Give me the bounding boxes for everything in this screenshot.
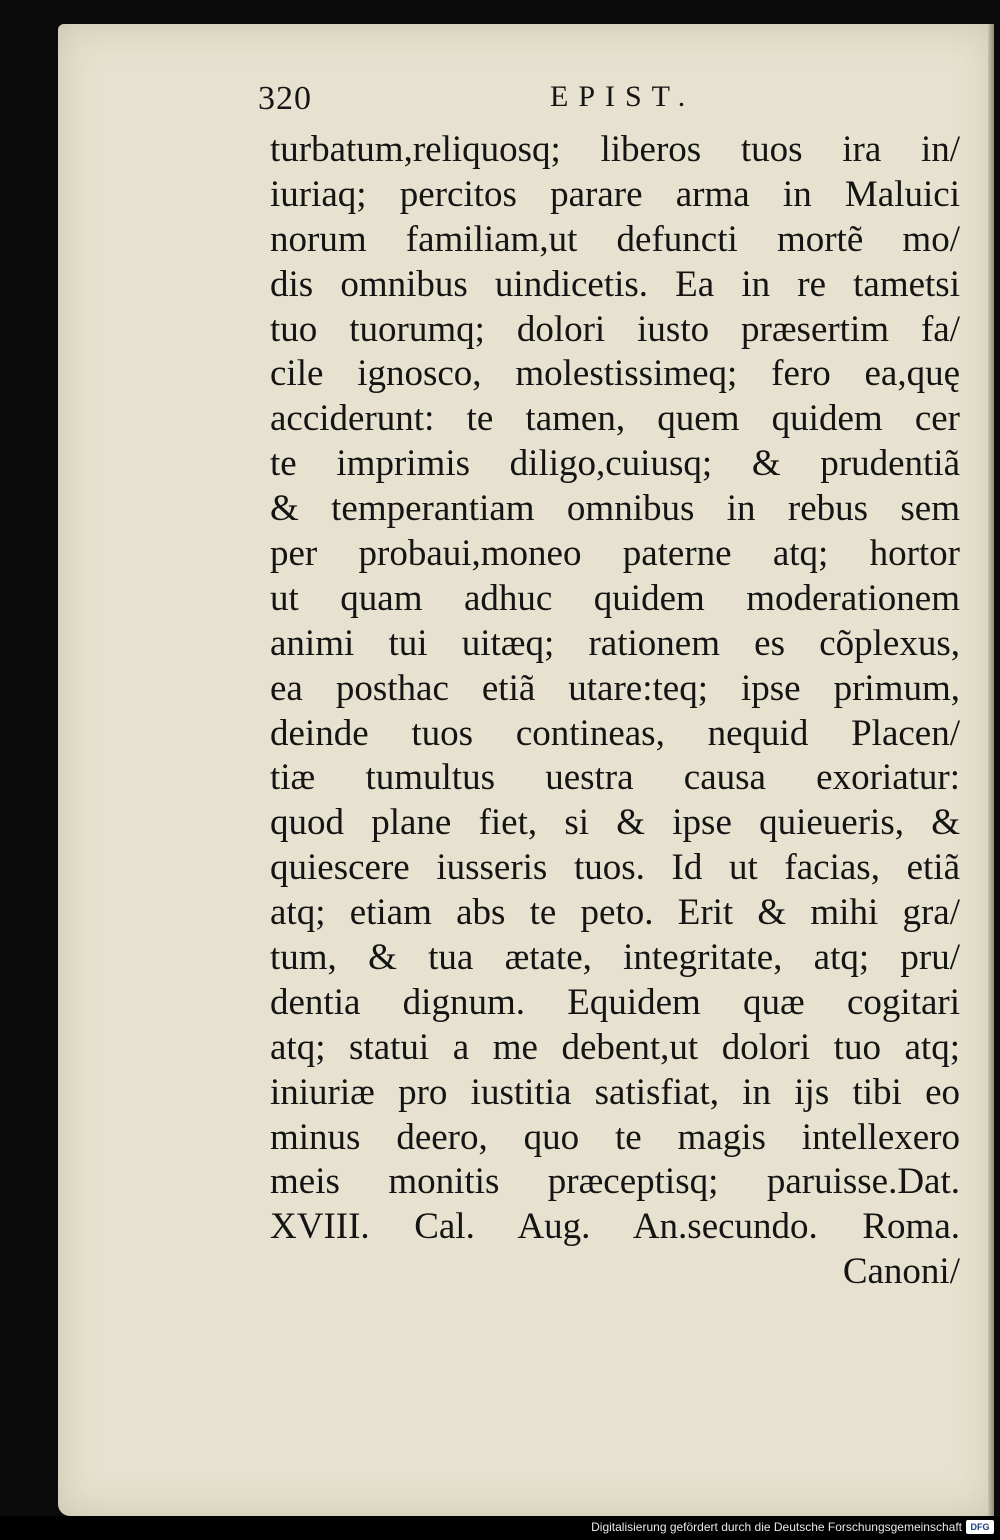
- text-line: & temperantiam omnibus in rebus sem: [270, 488, 960, 530]
- text-line: iuriaq; percitos parare arma in Maluici: [270, 173, 960, 215]
- page-edge: [988, 24, 994, 1516]
- funding-credit: Digitalisierung gefördert durch die Deutsche Forschungsgemeinschaft: [591, 1520, 962, 1534]
- page-header: [258, 80, 778, 124]
- text-line: minus deero, quo te magis intellexero: [270, 1116, 960, 1158]
- text-line: deinde tuos contineas, nequid Placen/: [270, 712, 960, 754]
- book-page: [58, 24, 994, 1516]
- text-line: cile ignosco, molestissimeq; fero ea,quę: [270, 353, 960, 395]
- text-line: acciderunt: te tamen, quem quidem cer: [270, 398, 960, 440]
- text-line: tuo tuorumq; dolori iusto præsertim fa/: [270, 308, 960, 350]
- text-line: te imprimis diligo,cuiusq; & prudentiã: [270, 443, 960, 485]
- text-line: turbatum,reliquosq; liberos tuos ira in/: [270, 129, 960, 170]
- dfg-logo-icon: DFG: [966, 1520, 994, 1534]
- text-line: per probaui,moneo paterne atq; hortor: [270, 533, 960, 575]
- text-line: meis monitis præceptisq; paruisse.Dat.: [270, 1161, 960, 1203]
- text-line: ea posthac etiã utare:teq; ipse primum,: [270, 667, 960, 709]
- text-line: dentia dignum. Equidem quæ cogitari: [270, 981, 960, 1023]
- text-line: atq; statui a me debent,ut dolori tuo atq;: [270, 1026, 960, 1068]
- text-line: XVIII. Cal. Aug. An.secundo. Roma.: [270, 1206, 960, 1248]
- text-line: quiescere iusseris tuos. Id ut facias, etiã: [270, 847, 960, 889]
- text-line: norum familiam,ut defuncti mortẽ mo/: [270, 218, 960, 260]
- text-line: iniuriæ pro iustitia satisfiat, in ijs tibi eo: [270, 1071, 960, 1113]
- catchword: Canoni/: [842, 1251, 960, 1293]
- footer-bar: [0, 1516, 1000, 1540]
- running-head: EPIST.: [550, 80, 696, 113]
- text-line: animi tui uitæq; rationem es cõplexus,: [270, 622, 960, 664]
- page-number: 320: [258, 80, 312, 117]
- text-line: ut quam adhuc quidem moderationem: [270, 577, 960, 619]
- letter-text: [270, 128, 960, 1295]
- text-line: dis omnibus uindicetis. Ea in re tametsi: [270, 263, 960, 305]
- text-line: quod plane fiet, si & ipse quieueris, &: [270, 802, 960, 844]
- text-line: tum, & tua ætate, integritate, atq; pru/: [270, 937, 960, 979]
- text-line: tiæ tumultus uestra causa exoriatur:: [270, 757, 960, 799]
- text-line: atq; etiam abs te peto. Erit & mihi gra/: [270, 892, 960, 934]
